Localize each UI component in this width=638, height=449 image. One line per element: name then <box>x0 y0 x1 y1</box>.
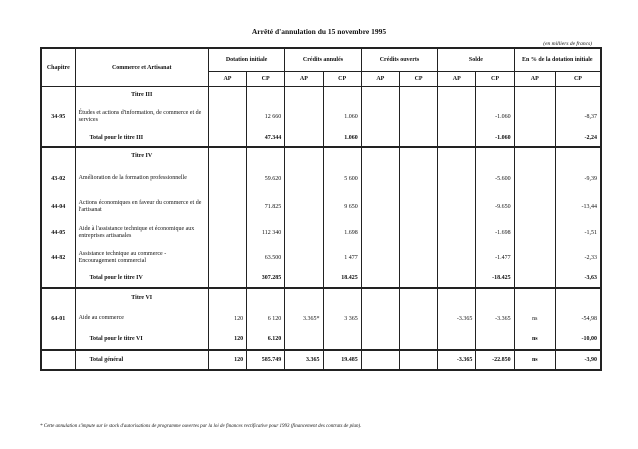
sol-ap-cell <box>438 194 476 220</box>
pct-cp-cell: -2,33 <box>555 246 601 270</box>
ann-ap-cell: 3.365* <box>285 308 323 330</box>
ann-cp-cell: 1.698 <box>323 220 361 246</box>
chapitre-cell: 64-01 <box>41 308 75 330</box>
dot-cp-cell: 59.620 <box>247 164 285 194</box>
sol-cp-cell: -18.425 <box>476 270 514 288</box>
sol-cp-cell: -3.365 <box>476 308 514 330</box>
chapitre-cell: 44-04 <box>41 194 75 220</box>
pct-ap-cell <box>514 164 555 194</box>
ann-cp-cell: 9 650 <box>323 194 361 220</box>
dot-cp-cell: 6.120 <box>247 330 285 350</box>
sol-cp-cell: -9.650 <box>476 194 514 220</box>
dot-ap-cell <box>208 194 246 220</box>
total-label: Total pour le titre IV <box>75 270 208 288</box>
total-row <box>41 270 601 288</box>
ann-ap-cell <box>285 164 323 194</box>
ann-ap-cell <box>285 103 323 131</box>
sol-ap-cell <box>438 220 476 246</box>
ann-cp-cell: 5 600 <box>323 164 361 194</box>
total-label: Total pour le titre III <box>75 131 208 147</box>
subheader-cp: CP <box>476 72 514 87</box>
section-title-titre4: Titre IV <box>75 147 208 164</box>
pct-cp-cell: -10,00 <box>555 330 601 350</box>
sol-cp-cell: -1.060 <box>476 131 514 147</box>
total-label: Total pour le titre VI <box>75 330 208 350</box>
header-commerce: Commerce et Artisanat <box>75 48 208 87</box>
header-en-pct: En % de la dotation initiale <box>514 48 601 72</box>
ann-ap-cell <box>285 270 323 288</box>
header-credits-annules: Crédits annulés <box>285 48 361 72</box>
ann-ap-cell <box>285 194 323 220</box>
sol-ap-cell <box>438 103 476 131</box>
pct-ap-cell <box>514 246 555 270</box>
dot-cp-cell: 47.344 <box>247 131 285 147</box>
dot-cp-cell: 63.500 <box>247 246 285 270</box>
ann-ap-cell <box>285 131 323 147</box>
chapitre-cell: 44-82 <box>41 246 75 270</box>
section-title-titre3: Titre III <box>75 87 208 103</box>
dot-ap-cell <box>208 131 246 147</box>
ann-cp-cell: 1.060 <box>323 131 361 147</box>
pct-cp-cell: -54,98 <box>555 308 601 330</box>
chapitre-cell: 34-95 <box>41 103 75 131</box>
annulation-table <box>40 47 602 371</box>
section-title-titre6: Titre VI <box>75 288 208 308</box>
table-row <box>41 194 601 220</box>
label-cell: Actions économiques en faveur du commerce et de l'artisanat <box>75 194 208 220</box>
subheader-ap: AP <box>438 72 476 87</box>
ann-cp-cell: 18.425 <box>323 270 361 288</box>
total-row <box>41 131 601 147</box>
subheader-cp: CP <box>247 72 285 87</box>
subheader-cp: CP <box>555 72 601 87</box>
pct-ap-cell: ns <box>514 308 555 330</box>
label-cell: Aide à l'assistance technique et économique aux entreprises artisanales <box>75 220 208 246</box>
subheader-ap: AP <box>361 72 399 87</box>
section-heading-row <box>41 288 601 308</box>
pct-cp-cell: -1,51 <box>555 220 601 246</box>
dot-ap-cell: 120 <box>208 308 246 330</box>
ouv-cp-cell <box>399 103 437 131</box>
ann-cp-cell: 19.485 <box>323 350 361 370</box>
unit-note: (en milliers de francs) <box>543 41 592 47</box>
chapitre-cell: 43-02 <box>41 164 75 194</box>
document-title: Arrêté d'annulation du 15 novembre 1995 <box>251 27 387 36</box>
sol-ap-cell <box>438 131 476 147</box>
table-row <box>41 103 601 131</box>
ann-ap-cell: 3.365 <box>285 350 323 370</box>
label-cell: Études et actions d'information, de commerce et de services <box>75 103 208 131</box>
dot-ap-cell <box>208 246 246 270</box>
header-row <box>41 48 601 72</box>
subheader-ap: AP <box>285 72 323 87</box>
table-row <box>41 220 601 246</box>
ann-cp-cell: 1 477 <box>323 246 361 270</box>
dot-ap-cell: 120 <box>208 350 246 370</box>
pct-cp-cell: -9,39 <box>555 164 601 194</box>
sol-ap-cell <box>438 270 476 288</box>
pct-ap-cell <box>514 131 555 147</box>
pct-cp-cell: -8,37 <box>555 103 601 131</box>
dot-cp-cell: 71.825 <box>247 194 285 220</box>
sol-ap-cell: -3.365 <box>438 350 476 370</box>
pct-cp-cell: -3,63 <box>555 270 601 288</box>
subheader-cp: CP <box>399 72 437 87</box>
grand-total-label: Total général <box>75 350 208 370</box>
total-row <box>41 330 601 350</box>
dot-cp-cell: 6 120 <box>247 308 285 330</box>
sol-ap-cell <box>438 164 476 194</box>
pct-ap-cell: ns <box>514 350 555 370</box>
chapitre-cell: 44-05 <box>41 220 75 246</box>
dot-ap-cell: 120 <box>208 330 246 350</box>
header-dotation: Dotation initiale <box>208 48 284 72</box>
label-cell: Assistance technique au commerce - Encouragement commercial <box>75 246 208 270</box>
sol-cp-cell: -1.698 <box>476 220 514 246</box>
section-heading-row <box>41 147 601 164</box>
label-cell: Aide au commerce <box>75 308 208 330</box>
sol-cp-cell: -22.850 <box>476 350 514 370</box>
pct-ap-cell <box>514 194 555 220</box>
subheader-ap: AP <box>514 72 555 87</box>
dot-ap-cell <box>208 164 246 194</box>
sol-cp-cell: -5.600 <box>476 164 514 194</box>
footnote: * Cette annulation s'impute sur le stock d'autorisations de programme ouvertes par la loi de finances rectificative pour 1993 (financement des contrats de plan). <box>40 424 362 429</box>
label-cell: Amélioration de la formation professionnelle <box>75 164 208 194</box>
pct-cp-cell: -3,90 <box>555 350 601 370</box>
dot-ap-cell <box>208 270 246 288</box>
pct-ap-cell <box>514 220 555 246</box>
pct-cp-cell: -13,44 <box>555 194 601 220</box>
dot-cp-cell: 112 340 <box>247 220 285 246</box>
dot-ap-cell <box>208 220 246 246</box>
sol-cp-cell: -1.477 <box>476 246 514 270</box>
sol-ap-cell <box>438 246 476 270</box>
ann-cp-cell: 3 365 <box>323 308 361 330</box>
section-heading-row <box>41 87 601 103</box>
sol-ap-cell: -3.365 <box>438 308 476 330</box>
sol-cp-cell: -1.060 <box>476 103 514 131</box>
ann-ap-cell <box>285 246 323 270</box>
table-row <box>41 164 601 194</box>
dot-cp-cell: 585.749 <box>247 350 285 370</box>
dot-cp-cell: 307.285 <box>247 270 285 288</box>
pct-ap-cell <box>514 270 555 288</box>
dot-cp-cell: 12 660 <box>247 103 285 131</box>
grand-total-row <box>41 350 601 370</box>
header-credits-ouverts: Crédits ouverts <box>361 48 437 72</box>
subheader-ap: AP <box>208 72 246 87</box>
table-row <box>41 246 601 270</box>
pct-cp-cell: -2,24 <box>555 131 601 147</box>
header-solde: Solde <box>438 48 514 72</box>
pct-ap-cell <box>514 103 555 131</box>
header-chapitre: Chapitre <box>41 48 75 87</box>
subheader-cp: CP <box>323 72 361 87</box>
dot-ap-cell <box>208 103 246 131</box>
pct-ap-cell: ns <box>514 330 555 350</box>
ouv-ap-cell <box>361 103 399 131</box>
ann-cp-cell: 1.060 <box>323 103 361 131</box>
table-row <box>41 308 601 330</box>
ann-ap-cell <box>285 220 323 246</box>
